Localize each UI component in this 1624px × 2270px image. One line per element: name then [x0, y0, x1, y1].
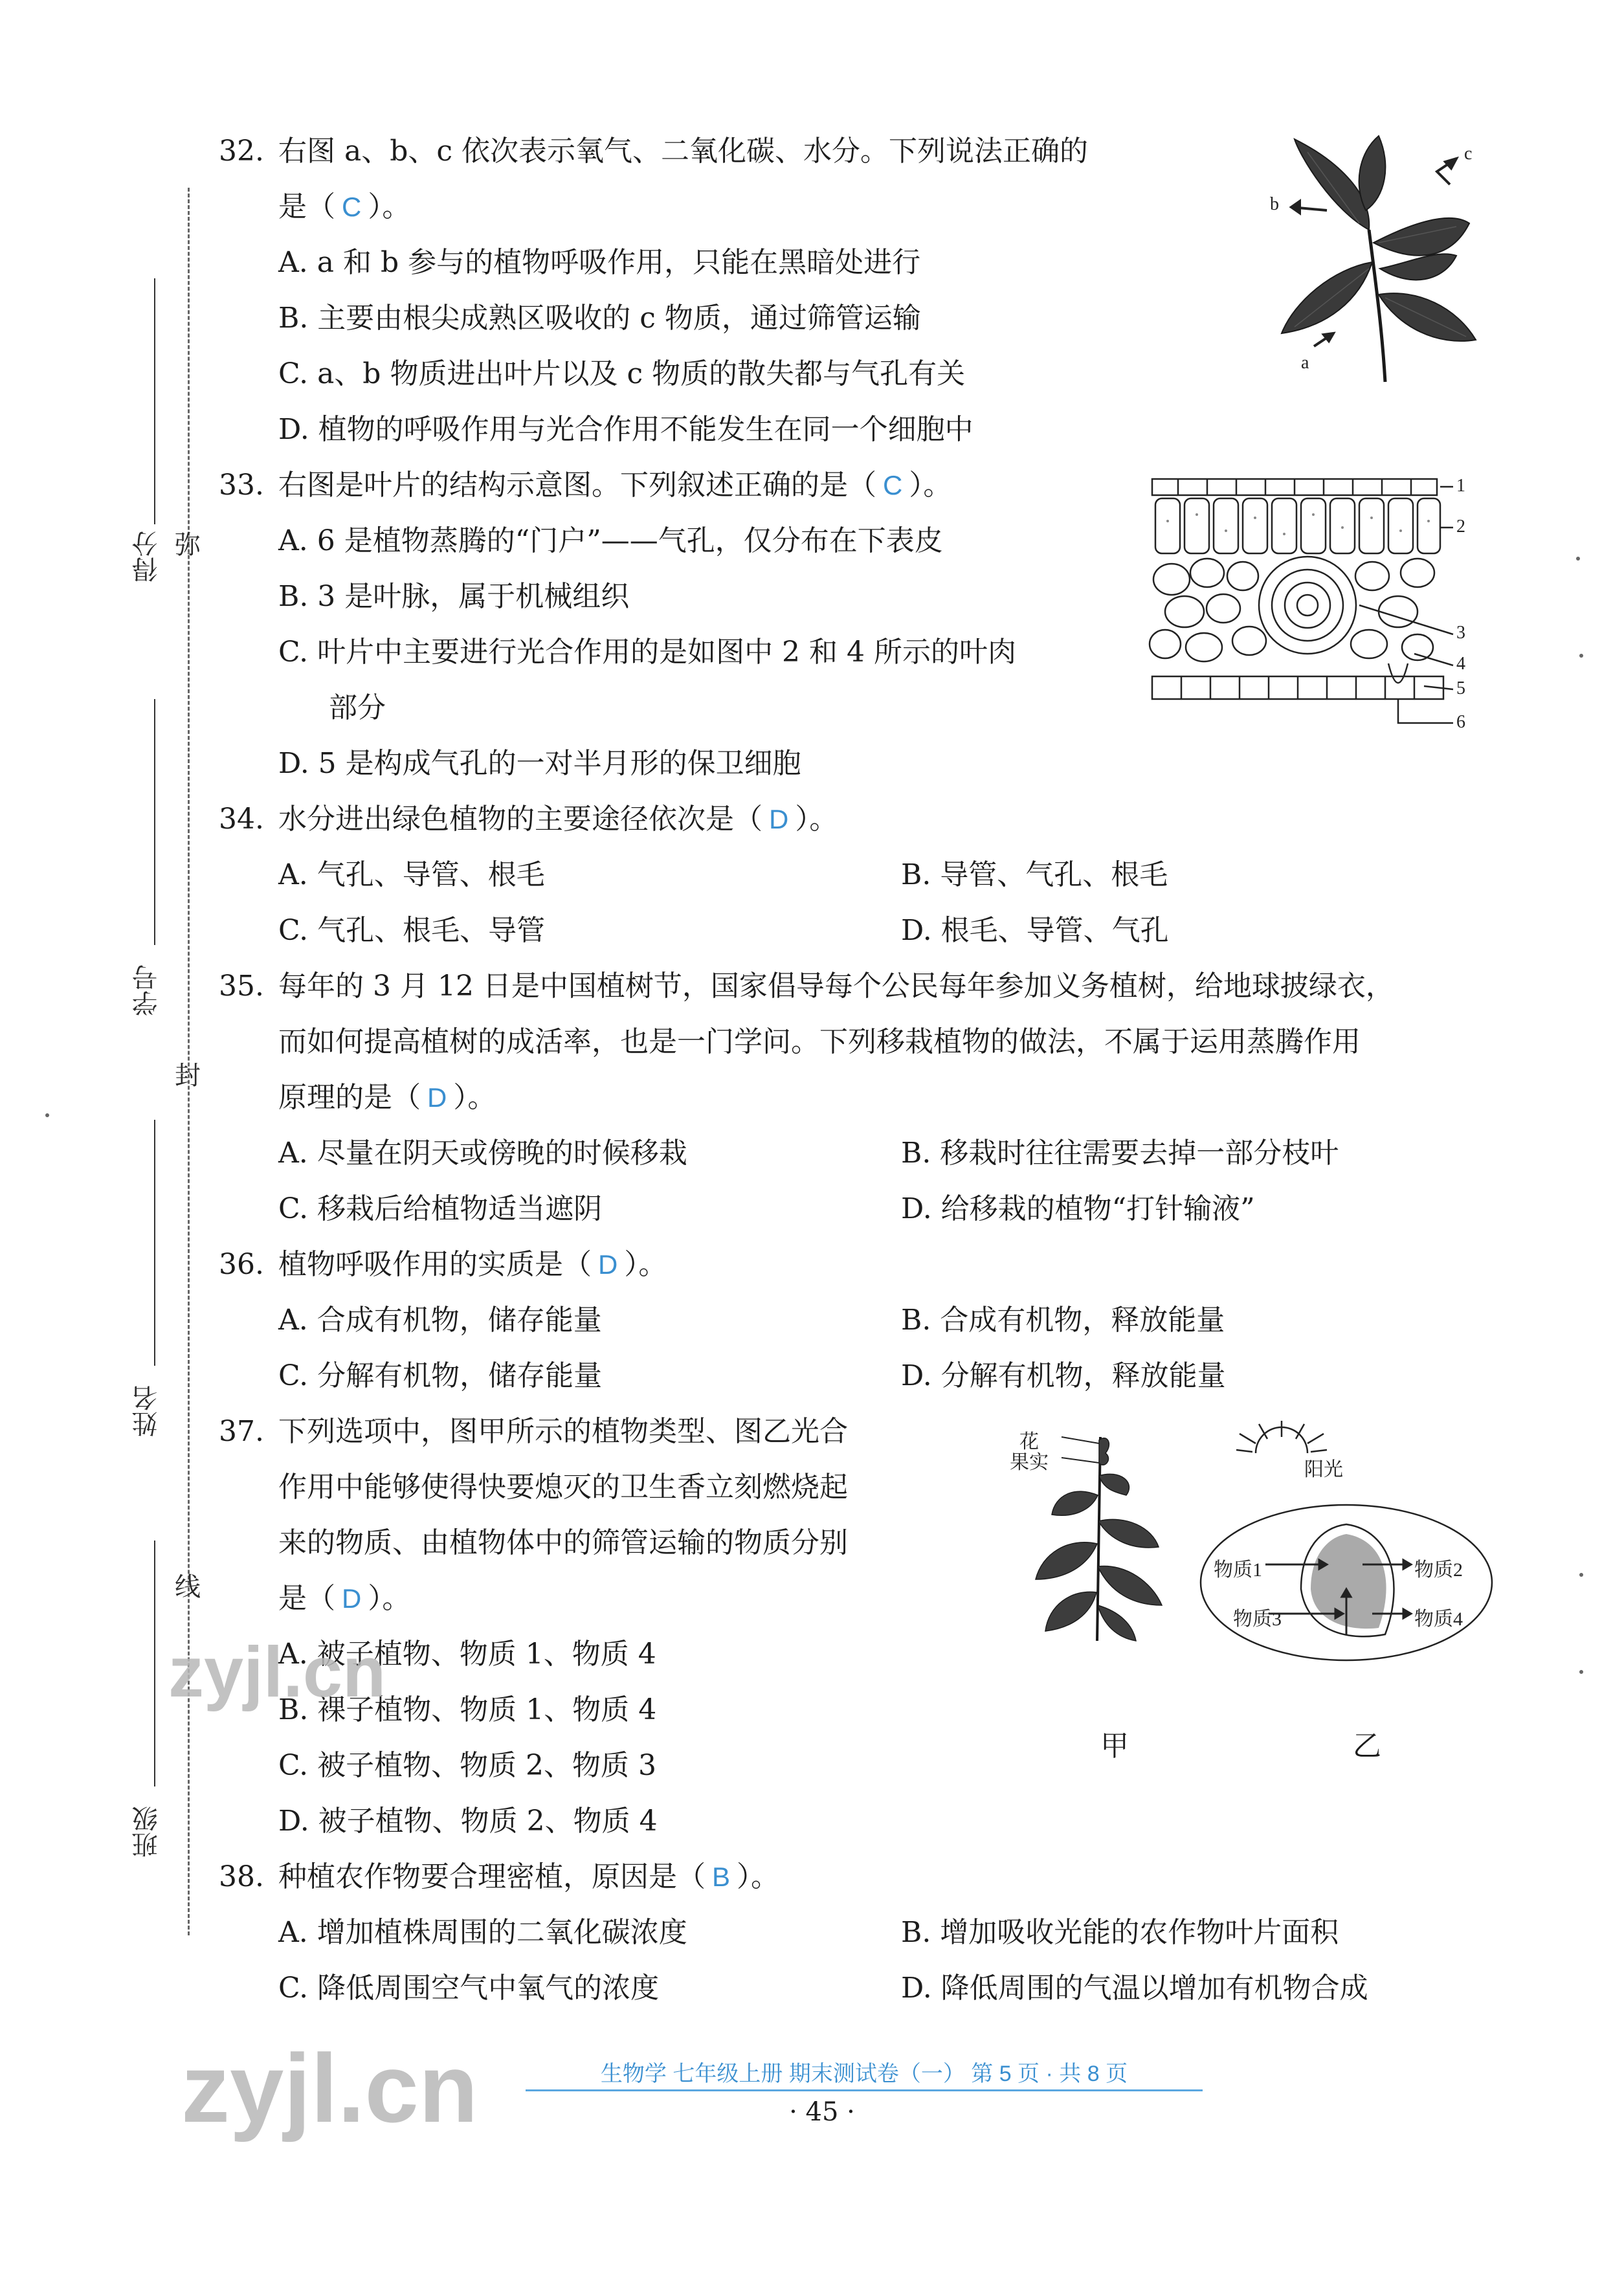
option-b: B. 裸子植物、物质 1、物质 4 [278, 1693, 657, 1726]
scan-dot [1579, 1670, 1583, 1674]
question-number: 37. [219, 1415, 264, 1448]
stem-prefix: 是（ [278, 1582, 335, 1615]
figure-caption-jia: 甲 [1100, 1730, 1129, 1763]
option-d: D. 降低周围的气温以增加有机物合成 [901, 1972, 1368, 2005]
name-label: 姓名 [132, 1385, 162, 1437]
answer-mark: D [769, 804, 789, 834]
question-stem: 来的物质、由植物体中的筛管运输的物质分别 [278, 1526, 848, 1559]
class-field-line [154, 1541, 155, 1786]
figure-label-2: 2 [1456, 517, 1465, 537]
option-a: A. 气孔、导管、根毛 [278, 858, 545, 891]
watermark: zyjl.cn [181, 2034, 478, 2142]
question-stem: 右图 a、b、c 依次表示氧气、二氧化碳、水分。下列说法正确的 [278, 135, 1089, 168]
option-d: D. 根毛、导管、气孔 [901, 914, 1169, 947]
question-stem-answer-line [278, 1080, 496, 1116]
seal-char-feng: 封 [175, 1061, 201, 1091]
student-number-label: 学号 [132, 964, 162, 1016]
score-label: 得分 [132, 531, 162, 583]
stem-prefix: 种植农作物要合理密植，原因是（ [278, 1860, 706, 1893]
question-stem-answer-line [278, 801, 838, 838]
question-stem-answer-line [278, 467, 951, 504]
question-number: 33. [219, 469, 264, 502]
option-a: A. 合成有机物，储存能量 [278, 1304, 602, 1337]
stem-suffix: ）。 [909, 469, 952, 502]
figure-caption-yi: 乙 [1353, 1730, 1381, 1763]
option-d: D. 被子植物、物质 2、物质 4 [278, 1805, 658, 1838]
stem-suffix: ）。 [795, 803, 838, 836]
substance-3-label: 物质3 [1233, 1608, 1282, 1630]
option-d: D. 植物的呼吸作用与光合作用不能发生在同一个细胞中 [278, 413, 973, 446]
option-c: C. a、b 物质进出叶片以及 c 物质的散失都与气孔有关 [278, 357, 966, 390]
substance-4-label: 物质4 [1414, 1608, 1463, 1630]
answer-mark: C [883, 470, 903, 500]
option-a: A. 尽量在阴天或傍晚的时候移栽 [278, 1137, 687, 1170]
option-b: B. 增加吸收光能的农作物叶片面积 [901, 1916, 1339, 1949]
figure-label-4: 4 [1456, 654, 1465, 674]
stem-suffix: ）。 [737, 1860, 780, 1893]
question-stem-answer-line [278, 1581, 410, 1617]
question-number: 34. [219, 803, 264, 836]
fruit-label: 果实 [1010, 1452, 1049, 1473]
figure-label-3: 3 [1456, 623, 1465, 643]
stem-prefix: 植物呼吸作用的实质是（ [278, 1248, 592, 1281]
class-label: 班级 [132, 1806, 162, 1858]
name-field-line [154, 1120, 155, 1366]
number-field-line [154, 699, 155, 945]
seal-char-mi: 弥 [175, 530, 201, 560]
watermark: zyjl.cn [168, 1632, 386, 1712]
option-c: C. 分解有机物，储存能量 [278, 1359, 603, 1392]
scan-dot [1576, 557, 1580, 561]
option-b: B. 主要由根尖成熟区吸收的 c 物质，通过筛管运输 [278, 302, 921, 335]
substance-2-label: 物质2 [1414, 1559, 1463, 1581]
question-number: 36. [219, 1248, 264, 1281]
question-number: 38. [219, 1860, 264, 1893]
option-c: C. 叶片中主要进行光合作用的是如图中 2 和 4 所示的叶肉 [278, 636, 1017, 669]
stem-suffix: ）。 [453, 1081, 496, 1114]
stem-suffix: ）。 [624, 1248, 667, 1281]
answer-mark: B [712, 1862, 731, 1892]
question-number: 35. [219, 970, 264, 1003]
figure-label-5: 5 [1456, 678, 1465, 698]
answer-mark: D [427, 1082, 447, 1113]
option-c: C. 移栽后给植物适当遮阴 [278, 1192, 603, 1225]
question-stem: 下列选项中，图甲所示的植物类型、图乙光合 [278, 1415, 848, 1448]
answer-mark: D [598, 1249, 618, 1280]
option-a: A. 被子植物、物质 1、物质 4 [278, 1638, 656, 1671]
answer-mark: D [342, 1583, 362, 1614]
option-b: B. 移栽时往往需要去掉一部分枝叶 [901, 1137, 1339, 1170]
option-b: B. 导管、气孔、根毛 [901, 858, 1168, 891]
answer-mark: C [342, 192, 362, 222]
question-stem: 作用中能够使得快要熄灭的卫生香立刻燃烧起 [278, 1471, 848, 1504]
option-a: A. 6 是植物蒸腾的“门户”——气孔，仅分布在下表皮 [278, 524, 943, 557]
sunlight-label: 阳光 [1304, 1459, 1343, 1480]
scan-dot [1579, 1573, 1583, 1577]
question-stem: 而如何提高植树的成活率，也是一门学问。下列移栽植物的做法，不属于运用蒸腾作用 [278, 1025, 1361, 1058]
option-c: C. 降低周围空气中氧气的浓度 [278, 1972, 660, 2005]
figure-label-6: 6 [1456, 712, 1465, 732]
scan-dot [45, 1113, 49, 1117]
option-c-continued: 部分 [329, 691, 386, 724]
plant-leaf-figure [1262, 133, 1502, 385]
option-c: C. 气孔、根毛、导管 [278, 914, 546, 947]
option-c: C. 被子植物、物质 2、物质 3 [278, 1749, 657, 1782]
figure-label-a: a [1301, 353, 1309, 373]
score-field-line [154, 278, 155, 524]
page-footer: 生物学 七年级上册 期末测试卷（一） 第 5 页 · 共 8 页 [526, 2058, 1203, 2091]
option-a: A. 增加植株周围的二氧化碳浓度 [278, 1916, 687, 1949]
option-b: B. 3 是叶脉，属于机械组织 [278, 580, 630, 613]
stem-prefix: 是（ [278, 190, 335, 223]
option-a: A. a 和 b 参与的植物呼吸作用，只能在黑暗处进行 [278, 246, 921, 279]
figure-label-c: c [1464, 144, 1473, 164]
question-number: 32. [219, 135, 264, 168]
page-number: · 45 · [789, 2097, 855, 2127]
stem-prefix: 右图是叶片的结构示意图。下列叙述正确的是（ [278, 469, 876, 502]
figure-label-1: 1 [1456, 476, 1465, 496]
substance-1-label: 物质1 [1214, 1559, 1262, 1581]
flower-label: 花 [1019, 1431, 1039, 1452]
question-stem-answer-line [278, 1247, 667, 1283]
question-stem-answer-line [278, 1859, 779, 1895]
question-stem-answer-line [278, 189, 410, 225]
seal-char-xian: 线 [175, 1572, 201, 1602]
stem-suffix: ）。 [368, 1582, 411, 1615]
stem-prefix: 原理的是（ [278, 1081, 421, 1114]
scan-dot [1579, 654, 1583, 658]
stem-suffix: ）。 [368, 190, 411, 223]
option-d: D. 分解有机物，释放能量 [901, 1359, 1226, 1392]
option-d: D. 给移栽的植物“打针输液” [901, 1192, 1255, 1225]
stem-prefix: 水分进出绿色植物的主要途径依次是（ [278, 803, 762, 836]
option-d: D. 5 是构成气孔的一对半月形的保卫细胞 [278, 747, 801, 780]
figure-label-b: b [1270, 194, 1279, 214]
leaf-cross-section-figure [1146, 469, 1469, 741]
question-stem: 每年的 3 月 12 日是中国植树节，国家倡导每个公民每年参加义务植树，给地球披绿衣， [278, 970, 1394, 1003]
option-b: B. 合成有机物，释放能量 [901, 1304, 1225, 1337]
